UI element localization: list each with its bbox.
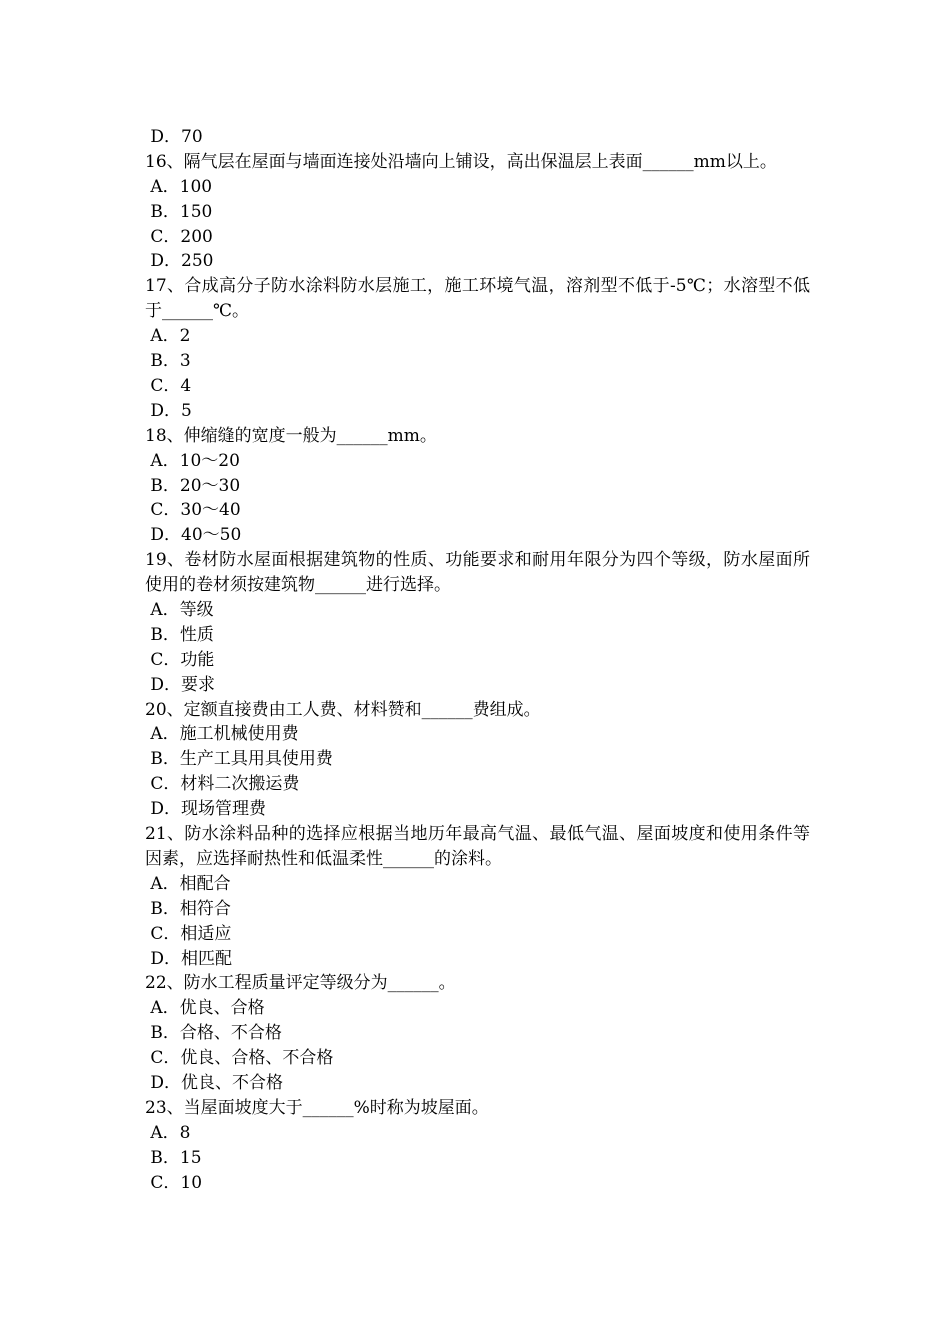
answer-option: D．5 — [145, 400, 192, 421]
answer-option: A．等级 — [145, 600, 214, 621]
answer-option: B．合格、不合格 — [145, 1023, 282, 1044]
answer-option: A．相配合 — [145, 873, 231, 894]
answer-option: D．要求 — [145, 674, 216, 695]
question-text: 19、卷材防水屋面根据建筑物的性质、功能要求和耐用年限分为四个等级，防水屋面所使用的卷材须按建筑物______进行选择。 — [145, 550, 810, 596]
answer-option: D．70 — [145, 127, 203, 147]
answer-option: C．200 — [145, 226, 213, 247]
answer-option: A．施工机械使用费 — [145, 724, 299, 745]
question-text: 23、当屋面坡度大于______%时称为坡屋面。 — [145, 1097, 489, 1118]
question-text: 20、定额直接费由工人费、材料赞和______费组成。 — [145, 699, 541, 720]
answer-option: C．10 — [145, 1172, 203, 1193]
answer-option: A．2 — [145, 326, 191, 347]
answer-option: A．8 — [145, 1122, 191, 1143]
answer-option: C．材料二次搬运费 — [145, 774, 300, 795]
answer-option: D．现场管理费 — [145, 799, 267, 820]
answer-option: C．功能 — [145, 649, 215, 670]
answer-option: A．100 — [145, 176, 213, 197]
question-text: 21、防水涂料品种的选择应根据当地历年最高气温、最低气温、屋面坡度和使用条件等因素，应选择耐热性和低温柔性______的涂料。 — [145, 824, 810, 869]
answer-option: D．40～50 — [145, 525, 242, 546]
question-text: 18、伸缩缝的宽度一般为______mm。 — [145, 425, 437, 446]
answer-option: D．相匹配 — [145, 948, 233, 969]
answer-option: B．生产工具用具使用费 — [145, 749, 333, 770]
answer-option: D．250 — [145, 251, 214, 272]
question-text: 16、隔气层在屋面与墙面连接处沿墙向上铺设，高出保温层上表面______mm以上。 — [145, 151, 777, 172]
answer-option: B．相符合 — [145, 898, 231, 919]
answer-option: A．10～20 — [145, 450, 240, 471]
answer-option: B．15 — [145, 1147, 202, 1168]
answer-option: D．优良、不合格 — [145, 1073, 284, 1093]
answer-option: B．20～30 — [145, 475, 241, 496]
answer-option: C．30～40 — [145, 500, 241, 521]
answer-option: C．优良、合格、不合格 — [145, 1048, 334, 1069]
answer-option: C．相适应 — [145, 923, 232, 944]
answer-option: A．优良、合格 — [145, 998, 265, 1019]
answer-option: B．性质 — [145, 624, 214, 645]
answer-option: B．150 — [145, 201, 213, 222]
document-body — [145, 125, 810, 1195]
answer-option: B．3 — [145, 351, 191, 372]
question-text: 22、防水工程质量评定等级分为______。 — [145, 973, 456, 994]
answer-option: C．4 — [145, 375, 192, 396]
question-text: 17、合成高分子防水涂料防水层施工，施工环境气温，溶剂型不低于-5℃；水溶型不低于______℃。 — [145, 276, 810, 322]
